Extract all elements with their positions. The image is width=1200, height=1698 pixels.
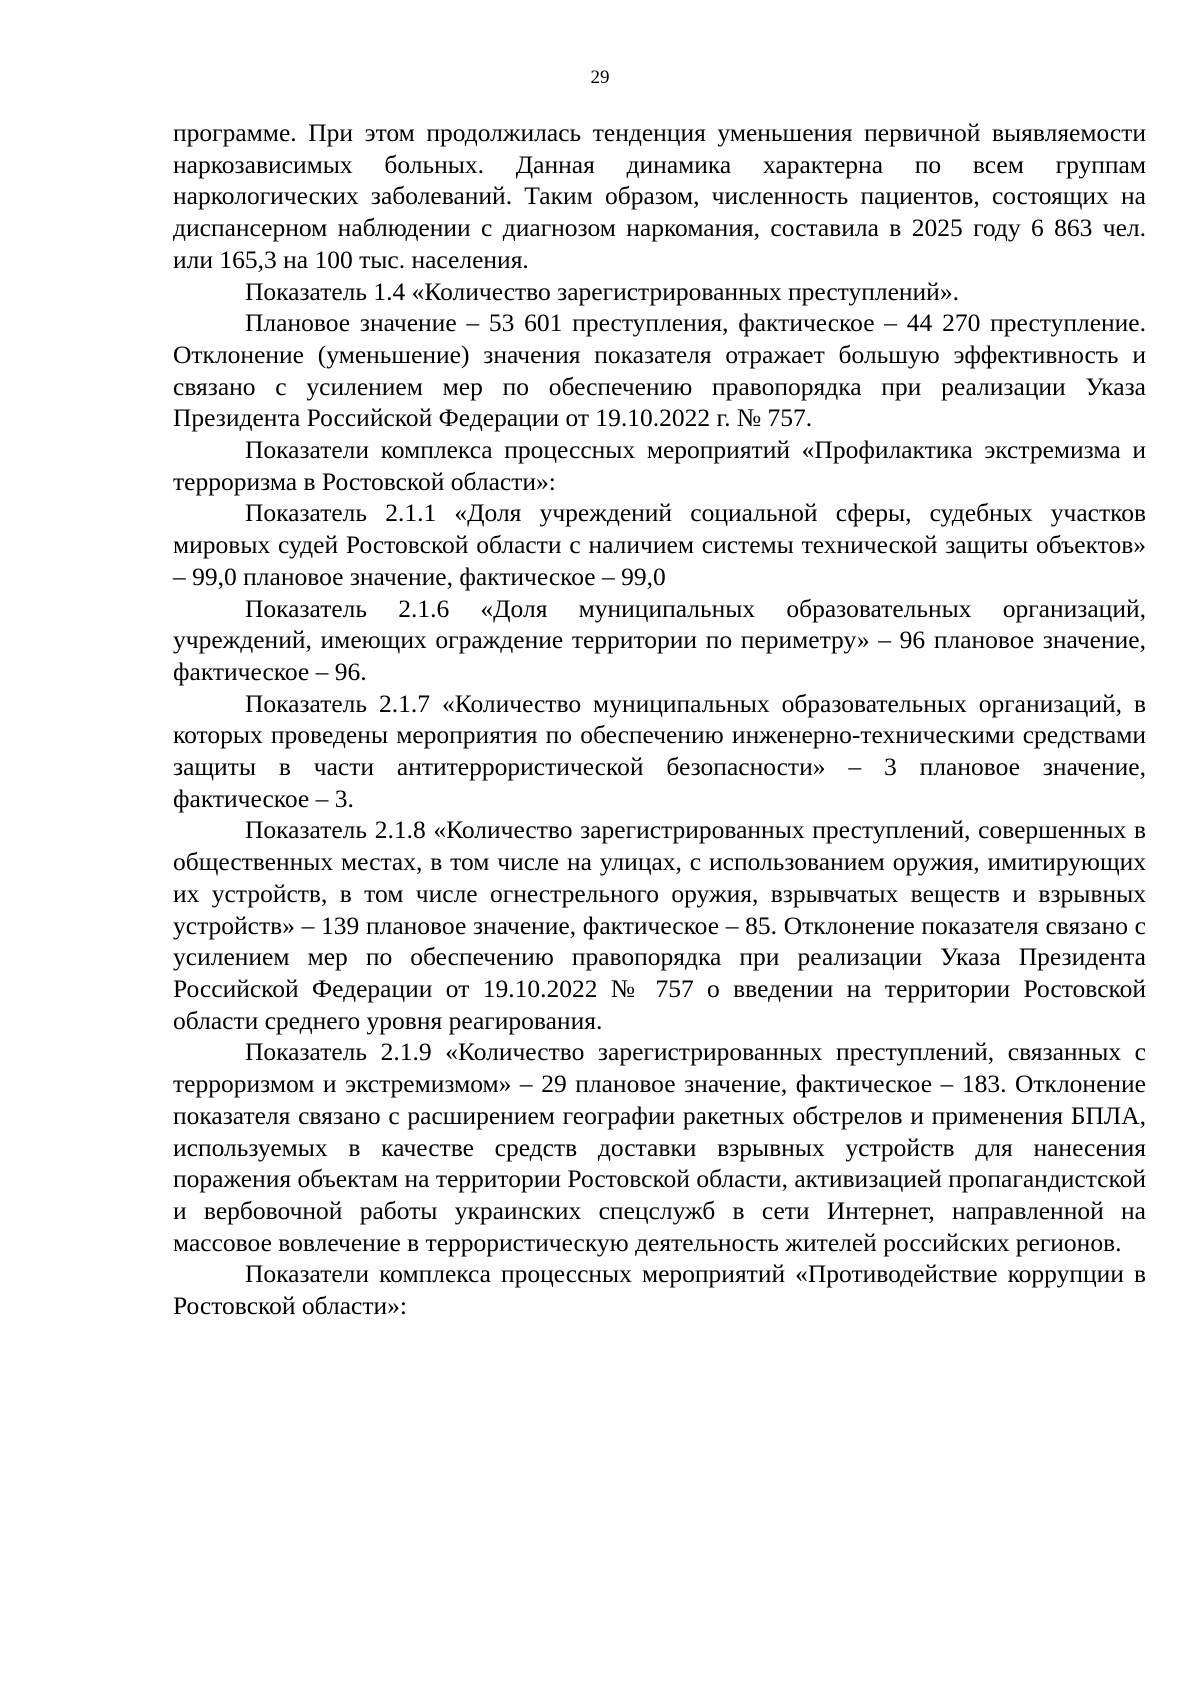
paragraph-9: Показатель 2.1.9 «Количество зарегистрированных преступлений, связанных с терроризмом и экстремизмом» – 29 плановое значение, фактическое – 183. Отклонение показателя связано с расширением географии ракетных обстрелов и применения БПЛА, используемых в качестве средств доставки взрывных устройств для нанесения поражения объектам на территории Ростовской области, активизацией пропагандистской и вербовочной работы украинских спецслужб в сети Интернет, направленной на массовое вовлечение в террористическую деятельность жителей российских регионов. [173,1037,1146,1257]
paragraph-4: Показатели комплекса процессных мероприятий «Профилактика экстремизма и терроризма в Ростовской области»: [173,435,1146,496]
paragraph-3: Плановое значение – 53 601 преступления, фактическое – 44 270 преступление. Отклонение (уменьшение) значения показателя отражает большую эффективность и связано с усилением мер по обеспечению правопорядка при реализации Указа Президента Российской Федерации от 19.10.2022 г. № 757. [173,308,1146,433]
paragraph-10: Показатели комплекса процессных мероприятий «Противодействие коррупции в Ростовской области»: [173,1259,1146,1321]
paragraph-2: Показатель 1.4 «Количество зарегистрированных преступлений». [245,276,959,306]
paragraph-1: программе. При этом продолжилась тенденция уменьшения первичной выявляемости наркозависимых больных. Данная динамика характерна по всем группам наркологических заболеваний. Таким образом, численность пациентов, состоящих на диспансерном наблюдении с диагнозом наркомания, составила в 2025 году 6 863 чел. или 165,3 на 100 тыс. населения. [173,118,1146,274]
page-number: 29 [590,67,610,88]
paragraph-6: Показатель 2.1.6 «Доля муниципальных образовательных организаций, учреждений, имеющих ограждение территории по периметру» – 96 плановое значение, фактическое – 96. [173,593,1146,686]
paragraph-8: Показатель 2.1.8 «Количество зарегистрированных преступлений, совершенных в общественных местах, в том числе на улицах, с использованием оружия, имитирующих их устройств, в том числе огнестрельного оружия, взрывчатых веществ и взрывных устройств» – 139 плановое значение, фактическое – 85. Отклонение показателя связано с усилением мер по обеспечению правопорядка при реализации Указа Президента Российской Федерации от 19.10.2022 № 757 о введении на территории Ростовской области среднего уровня реагирования. [173,815,1146,1035]
paragraph-7: Показатель 2.1.7 «Количество муниципальных образовательных организаций, в которых проведены мероприятия по обеспечению инженерно-техническими средствами защиты в части антитеррористической безопасности» – 3 плановое значение, фактическое – 3. [173,688,1146,813]
document-body [173,117,1146,1322]
paragraph-5: Показатель 2.1.1 «Доля учреждений социальной сферы, судебных участков мировых судей Ростовской области с наличием системы технической защиты объектов» – 99,0 плановое значение, фактическое – 99,0 [173,498,1146,591]
